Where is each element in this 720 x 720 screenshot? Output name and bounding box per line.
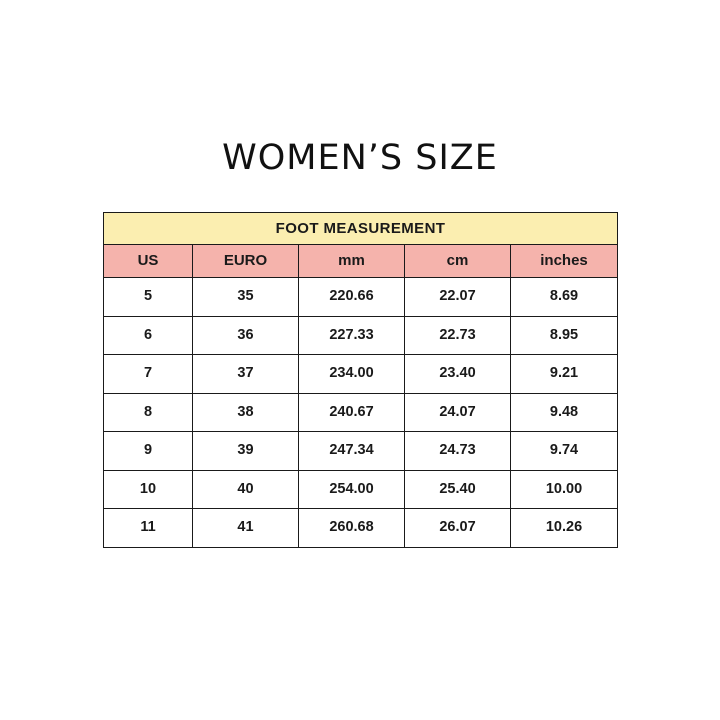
cell-mm: 240.67 [299,393,405,432]
cell-mm: 260.68 [299,509,405,548]
cell-inches: 8.95 [511,316,618,355]
cell-inches: 10.00 [511,470,618,509]
cell-euro: 38 [193,393,299,432]
column-header-mm: mm [299,245,405,278]
cell-us: 8 [104,393,193,432]
cell-euro: 37 [193,355,299,394]
size-table-container [103,212,617,548]
column-header-cm: cm [405,245,511,278]
cell-cm: 24.07 [405,393,511,432]
cell-us: 5 [104,278,193,317]
cell-inches: 10.26 [511,509,618,548]
cell-inches: 9.48 [511,393,618,432]
table-row [104,316,618,355]
cell-us: 10 [104,470,193,509]
cell-us: 9 [104,432,193,471]
cell-euro: 39 [193,432,299,471]
column-header-inches: inches [511,245,618,278]
cell-inches: 9.21 [511,355,618,394]
cell-us: 11 [104,509,193,548]
cell-euro: 36 [193,316,299,355]
cell-cm: 23.40 [405,355,511,394]
column-header-us: US [104,245,193,278]
column-header-euro: EURO [193,245,299,278]
cell-mm: 220.66 [299,278,405,317]
cell-euro: 41 [193,509,299,548]
table-row [104,470,618,509]
cell-mm: 234.00 [299,355,405,394]
table-row [104,355,618,394]
cell-mm: 227.33 [299,316,405,355]
table-row [104,432,618,471]
size-table [103,212,618,548]
cell-us: 7 [104,355,193,394]
page-title: WOMEN’S SIZE [222,138,498,178]
cell-inches: 8.69 [511,278,618,317]
table-row [104,278,618,317]
cell-euro: 35 [193,278,299,317]
cell-cm: 24.73 [405,432,511,471]
table-row [104,509,618,548]
cell-cm: 22.07 [405,278,511,317]
cell-us: 6 [104,316,193,355]
cell-cm: 25.40 [405,470,511,509]
foot-measurement-banner: FOOT MEASUREMENT [104,213,618,245]
table-row [104,393,618,432]
cell-cm: 26.07 [405,509,511,548]
cell-cm: 22.73 [405,316,511,355]
cell-inches: 9.74 [511,432,618,471]
cell-mm: 254.00 [299,470,405,509]
table-header-row [104,245,618,278]
cell-euro: 40 [193,470,299,509]
table-banner-row [104,213,618,245]
cell-mm: 247.34 [299,432,405,471]
